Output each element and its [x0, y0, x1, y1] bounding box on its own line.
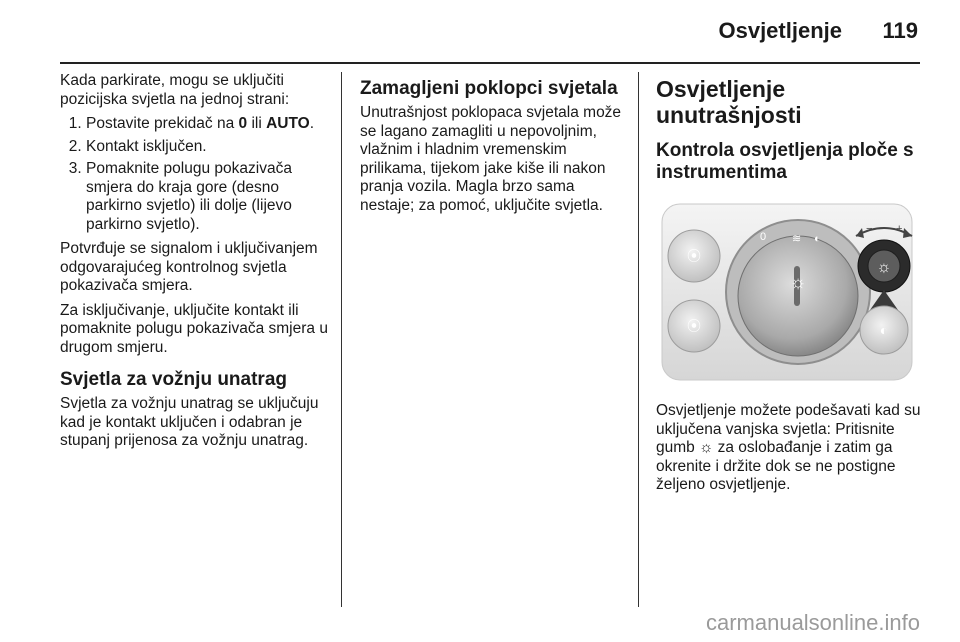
step-1-or: ili: [247, 115, 267, 132]
dimmer-sun-icon: ☼: [876, 259, 892, 276]
step-1-end: .: [309, 115, 315, 132]
step-1-position-auto: AUTO: [266, 115, 310, 132]
column-divider-2: [638, 72, 639, 607]
light-switch-illustration: [656, 196, 918, 386]
light-switch-figure: [656, 196, 918, 386]
knob-sun-icon: ☼: [789, 272, 807, 292]
step-1-text: Postavite prekidač na: [86, 115, 239, 132]
column-2: [360, 72, 622, 221]
rear-fog-icon: ⦿: [687, 318, 701, 334]
step-1: [86, 115, 328, 134]
header-divider: [60, 62, 920, 64]
interior-lighting-heading: Osvjetljenje unutrašnjosti: [656, 76, 802, 128]
fogged-covers-text: Unutrašnjost poklopaca svjetala može se lagano zamagliti u nepovoljnim, vlažnim i hladnim vremenskim prilikama, tijekom jake kiše ili nakon pranja vozila. Magla brzo sama nestaje; za pomoć, uključite svjetla.: [360, 104, 622, 214]
instrument-lighting-text: [656, 402, 924, 495]
reverse-lights-heading: Svjetla za vožnju unatrag: [60, 369, 287, 390]
fogged-covers-heading: Zamagljeni poklopci svjetala: [360, 78, 618, 99]
page-number: 119: [882, 18, 918, 43]
headlight-range-icon: ◐: [879, 322, 889, 338]
column-3: [656, 72, 924, 501]
parking-confirm: Potvrđuje se signalom i uključivanjem odgovarajućeg kontrolnog svjetla pokazivača smjera.: [60, 240, 318, 294]
instrument-text-part-1: Osvjetljenje možete podešavati kad su uključena vanjska svjetla: Pritisnite gumb: [656, 402, 921, 456]
page-title: Osvjetljenje: [718, 18, 842, 43]
sun-icon: ☼: [699, 439, 714, 456]
parking-switch-off: Za isključivanje, uključite kontakt ili pomaknite polugu pokazivača smjera u drugom smjeru.: [60, 301, 328, 356]
headlight-icon: ◐: [814, 233, 821, 245]
parking-steps: [60, 115, 328, 234]
parking-light-icon: ≋: [792, 233, 802, 245]
step-2: 2. Kontakt isključen.: [86, 138, 328, 157]
column-1: [60, 72, 328, 457]
reverse-lights-text: Svjetla za vožnju unatrag se uključuju kad je kontakt uključen i odabran je stupanj prijenosa za vožnju unatrag.: [60, 395, 319, 449]
step-3: 3. Pomaknite polugu pokazivača smjera do kraja gore (desno parkirno svjetlo) ili dolje (lijevo parkirno svjetlo).: [86, 160, 328, 234]
watermark: carmanualsonline.info: [705, 610, 920, 635]
dim-minus-label: −: [866, 223, 873, 235]
position-zero-label: 0: [760, 231, 767, 243]
page-header: [0, 0, 960, 64]
parking-intro: Kada parkirate, mogu se uključiti pozicijska svjetla na jednoj strani:: [60, 72, 290, 108]
column-divider-1: [341, 72, 342, 607]
instrument-text-part-2: za oslobađanje i zatim ga okrenite i držite dok se ne postigne željeno osvjetljenje.: [656, 439, 896, 493]
dim-plus-label: +: [896, 223, 903, 235]
instrument-lighting-subheading: Kontrola osvjetljenja ploče s instrumentima: [656, 140, 914, 183]
step-1-position-zero: 0: [238, 115, 248, 132]
front-fog-icon: ⦿: [687, 248, 701, 264]
